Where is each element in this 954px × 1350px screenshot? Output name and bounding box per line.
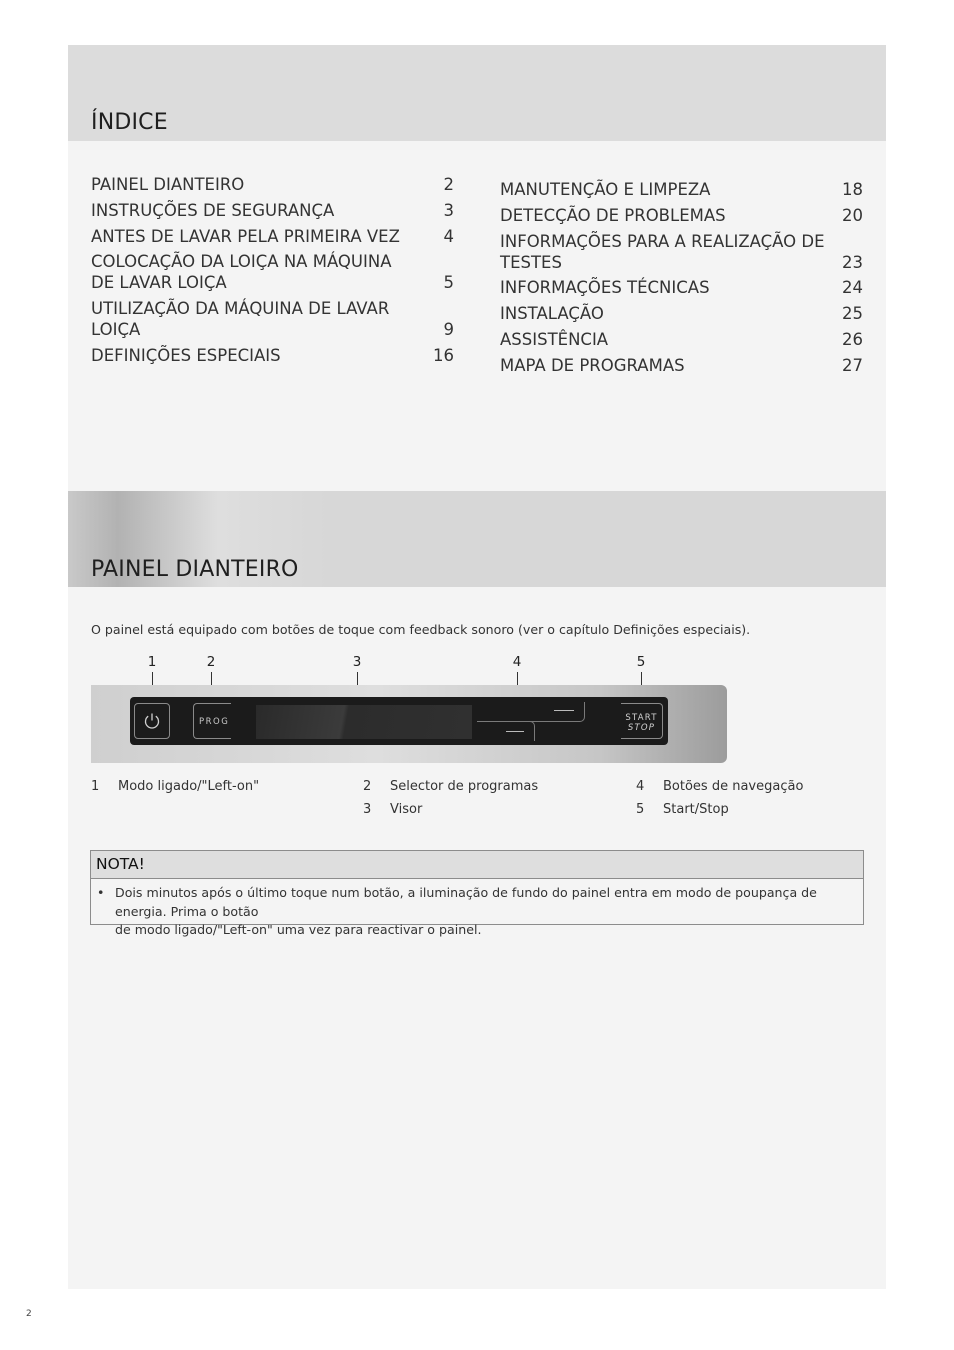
toc-entry-page: 24 [842, 278, 863, 298]
toc-entry[interactable] [91, 298, 454, 340]
callout-number: 1 [147, 654, 157, 670]
legend-label: Start/Stop [663, 802, 729, 817]
toc-left-column [91, 174, 454, 371]
legend-column [91, 775, 259, 798]
toc-entry-title-line: LOIÇA [91, 320, 141, 340]
toc-entry-page: 2 [443, 175, 454, 194]
toc-entry[interactable] [91, 251, 454, 293]
callout-number: 3 [352, 654, 362, 670]
toc-entry[interactable] [500, 205, 863, 226]
nav-up-button[interactable] [477, 702, 585, 722]
toc-entry[interactable] [500, 355, 863, 376]
legend-item [363, 775, 538, 798]
prog-button[interactable]: PROG [193, 703, 231, 739]
note-body [91, 879, 863, 940]
toc-entry-page: 25 [842, 304, 863, 324]
toc-entry-page: 3 [443, 200, 454, 220]
toc-entry[interactable] [500, 329, 863, 350]
toc-entry-page: 5 [443, 273, 454, 293]
legend-label: Selector de programas [390, 779, 539, 794]
toc-entry[interactable] [500, 231, 863, 273]
toc-entry-page: 27 [842, 355, 863, 375]
toc-entry-title: INSTALAÇÃO [500, 304, 604, 324]
toc-entry-page: 20 [842, 205, 863, 225]
index-header-band [68, 45, 886, 141]
callout-number: 5 [636, 654, 646, 670]
front-panel-intro: O painel está equipado com botões de toque com feedback sonoro (ver o capítulo Definições especiais). [91, 622, 751, 637]
toc-entry[interactable] [91, 226, 454, 247]
toc-entry-title: ANTES DE LAVAR PELA PRIMEIRA VEZ [91, 226, 400, 246]
toc-entry-title-line: INFORMAÇÕES PARA A REALIZAÇÃO DE [500, 231, 825, 251]
legend-item [636, 798, 803, 821]
note-text-line: Dois minutos após o último toque num botão, a iluminação de fundo do painel entra em modo de poupança de energia. Prima o botão [115, 885, 817, 919]
toc-entry-title [500, 231, 827, 273]
power-icon [143, 712, 161, 730]
toc-entry-page: 4 [443, 226, 454, 246]
legend-item [363, 798, 538, 821]
callout-number: 4 [512, 654, 522, 670]
legend-label: Modo ligado/"Left-on" [118, 779, 260, 794]
legend-label: Botões de navegação [663, 779, 804, 794]
toc-entry-title: DEFINIÇÕES ESPECIAIS [91, 345, 281, 365]
power-button[interactable] [134, 703, 170, 739]
toc-entry-title: MANUTENÇÃO E LIMPEZA [500, 180, 711, 199]
toc-entry-title-line: TESTES [500, 252, 562, 272]
note-title: NOTA! [91, 851, 863, 879]
legend-number: 3 [363, 802, 372, 817]
toc-entry[interactable] [500, 179, 863, 200]
toc-entry-page: 26 [842, 329, 863, 349]
toc-entry-title [91, 251, 418, 293]
toc-entry-title [91, 298, 418, 340]
legend-number: 2 [363, 779, 372, 794]
toc-entry-page: 16 [433, 345, 454, 365]
toc-entry[interactable] [91, 174, 454, 195]
legend-number: 4 [636, 779, 645, 794]
toc-entry-title: ASSISTÊNCIA [500, 329, 609, 349]
toc-entry-title: MAPA DE PROGRAMAS [500, 355, 685, 375]
toc-entry-title-line: UTILIZAÇÃO DA MÁQUINA DE LAVAR [91, 299, 390, 319]
note-text-line: de modo ligado/"Left-on" uma vez para reactivar o painel. [115, 922, 482, 937]
legend-label: Visor [390, 802, 423, 817]
front-panel-title: PAINEL DIANTEIRO [91, 557, 299, 582]
toc-entry-title-line: COLOCAÇÃO DA LOIÇA NA MÁQUINA [91, 252, 392, 272]
toc-entry-page: 18 [842, 180, 863, 199]
note-box [90, 850, 864, 937]
legend-column [636, 775, 803, 821]
toc-entry-title: DETECÇÃO DE PROBLEMAS [500, 205, 726, 225]
legend-number: 1 [91, 779, 100, 794]
toc-entry[interactable] [91, 345, 454, 366]
toc-entry-page: 23 [842, 252, 863, 272]
legend-item [636, 775, 803, 798]
start-stop-button[interactable] [621, 703, 663, 739]
nav-down-button[interactable] [477, 721, 535, 741]
toc-entry-title: PAINEL DIANTEIRO [91, 175, 245, 194]
toc-entry-title: INFORMAÇÕES TÉCNICAS [500, 278, 710, 298]
panel-display [256, 705, 472, 739]
stop-label: STOP [627, 723, 656, 733]
legend-number: 5 [636, 802, 645, 817]
start-label: START [625, 713, 658, 723]
callout-number: 2 [206, 654, 216, 670]
toc-entry-title: INSTRUÇÕES DE SEGURANÇA [91, 200, 335, 220]
toc-entry[interactable] [91, 200, 454, 221]
toc-entry-title-line: DE LAVAR LOIÇA [91, 273, 227, 293]
toc-entry-page: 9 [443, 320, 454, 340]
index-title: ÍNDICE [91, 110, 168, 135]
legend-column [363, 775, 538, 821]
page-number: 2 [26, 1309, 32, 1319]
toc-right-column [500, 179, 863, 381]
toc-entry[interactable] [500, 277, 863, 298]
toc-entry[interactable] [500, 303, 863, 324]
bullet: • [97, 885, 105, 900]
legend-item [91, 775, 259, 798]
